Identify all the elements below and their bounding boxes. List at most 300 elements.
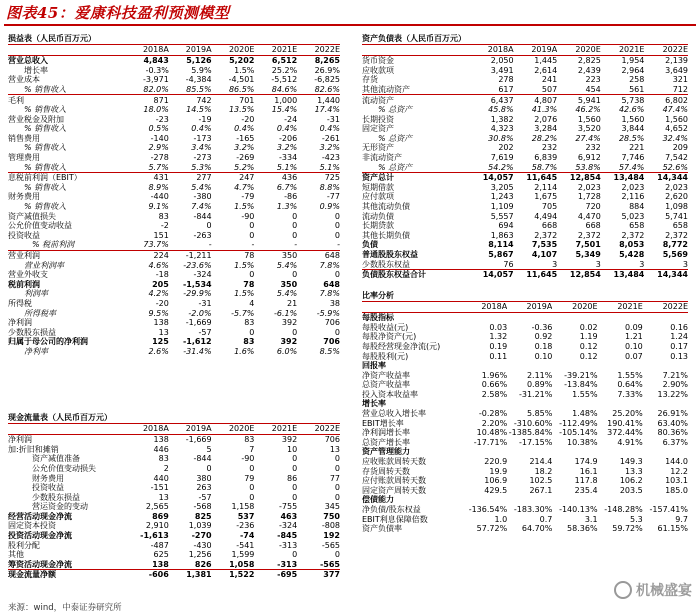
value-cell: 431	[126, 173, 169, 183]
table-row	[362, 115, 688, 125]
value-cell	[552, 495, 597, 505]
value-cell: 4.6%	[148, 260, 169, 270]
value-cell: 185.0	[665, 485, 688, 495]
value-cell: -31	[326, 114, 340, 124]
value-cell: -173	[193, 133, 212, 143]
table-row	[362, 457, 688, 467]
table-row	[362, 438, 688, 448]
value-cell: 742	[169, 95, 212, 105]
value-cell: 1,863	[490, 230, 514, 240]
header-year-cell: 2019A	[169, 424, 212, 435]
row-label-cell: 净利润增长率	[362, 428, 410, 438]
value-cell: 9.5%	[148, 308, 169, 318]
table-row	[362, 486, 688, 496]
row-label-cell: % 销售收入	[24, 182, 67, 192]
value-cell: 11,645	[514, 173, 558, 183]
value-cell	[462, 495, 507, 505]
value-cell: 3.2%	[234, 143, 255, 153]
value-cell: 1.21	[624, 332, 643, 342]
value-cell: 668	[585, 221, 601, 231]
value-cell: 5.2%	[234, 162, 255, 172]
value-cell: 53.8%	[575, 162, 601, 172]
table-row	[362, 505, 688, 515]
value-cell: 436	[254, 173, 297, 183]
value-cell: 83	[158, 454, 169, 464]
row-label-cell: 公允价值变动损失	[32, 463, 96, 473]
table-row	[8, 183, 340, 193]
value-cell: -57	[198, 327, 212, 337]
row-label-cell: 投资收益	[8, 230, 40, 240]
row-label-cell: 营业利润	[8, 250, 126, 260]
value-cell: 1.5%	[234, 202, 255, 212]
row-label-cell: 长期投资	[362, 114, 394, 124]
value-cell: 1.5%	[234, 289, 255, 299]
table-row	[8, 570, 340, 580]
value-cell: 58.7%	[531, 162, 558, 172]
value-cell: 63.40%	[657, 418, 688, 428]
table-row	[8, 328, 340, 338]
value-cell	[552, 361, 597, 371]
table-row	[362, 85, 688, 95]
value-cell: 2,372	[621, 230, 645, 240]
value-cell: -1,669	[185, 318, 212, 328]
value-cell: 77	[329, 473, 340, 483]
row-label-cell: 负债股东权益合计	[362, 270, 470, 280]
value-cell: 869	[152, 511, 169, 521]
title-rule	[4, 24, 696, 26]
value-cell: 84.6%	[271, 84, 298, 94]
value-cell: 0	[334, 463, 340, 473]
row-label-cell: 应收账款周转天数	[362, 457, 426, 467]
value-cell	[507, 399, 552, 409]
table-header-row	[362, 45, 688, 56]
table-row	[362, 524, 688, 534]
value-cell: 1,599	[231, 550, 255, 560]
value-cell: 0	[249, 327, 255, 337]
value-cell: 2,023	[621, 182, 645, 192]
row-label-cell: 加:折旧和摊销	[8, 444, 59, 454]
value-cell: -57	[198, 492, 212, 502]
value-cell: 232	[541, 143, 558, 153]
value-cell: 1,243	[490, 192, 514, 202]
value-cell: 1,445	[534, 56, 558, 66]
value-cell: -151	[150, 483, 169, 493]
watermark-text: 机械盛宴	[636, 583, 692, 599]
row-label-cell: 投入资本收益率	[362, 389, 418, 399]
value-cell: 1,522	[212, 570, 255, 580]
income-statement-table	[8, 45, 340, 356]
value-cell: 209	[672, 143, 688, 153]
value-cell	[552, 447, 597, 457]
table-row	[8, 435, 340, 445]
row-label-cell: 投资收益	[32, 483, 64, 493]
value-cell: 3.2%	[319, 143, 340, 153]
value-cell: 9.7	[675, 514, 688, 524]
value-cell: -755	[279, 502, 298, 512]
value-cell: -430	[193, 540, 212, 550]
value-cell: 5.4%	[276, 260, 298, 270]
value-cell: -263	[193, 230, 212, 240]
value-cell: 6.7%	[276, 182, 298, 192]
value-cell: -165	[236, 133, 255, 143]
value-cell: 4.7%	[234, 182, 255, 192]
value-cell: 151	[153, 230, 169, 240]
value-cell: 2,372	[577, 230, 601, 240]
header-year-cell: 2020E	[552, 302, 597, 313]
value-cell: -4,384	[185, 75, 212, 85]
header-label-cell	[8, 45, 126, 56]
value-cell: -77	[326, 192, 340, 202]
value-cell: 0	[334, 230, 340, 240]
row-label-cell: % 总资产	[378, 162, 413, 172]
header-year-cell: 2021E	[254, 424, 297, 435]
value-cell: 13,484	[601, 173, 645, 183]
value-cell: 4,494	[534, 211, 558, 221]
value-cell: -112.49%	[559, 418, 598, 428]
table-row	[362, 313, 688, 323]
value-cell: 8,114	[488, 240, 514, 250]
value-cell: -	[251, 240, 255, 250]
value-cell: 648	[323, 279, 340, 289]
value-cell: 26.9%	[314, 65, 340, 75]
value-cell: 7,619	[490, 153, 514, 163]
value-cell: 18.2	[534, 466, 553, 476]
row-label-cell: 增长率	[362, 399, 386, 409]
table-row	[362, 153, 688, 163]
value-cell: -1,534	[182, 279, 212, 289]
table-row	[8, 299, 340, 309]
value-cell: 263	[196, 483, 212, 493]
value-cell: -844	[193, 211, 212, 221]
value-cell: 0.18	[534, 341, 553, 351]
value-cell: 463	[280, 511, 298, 521]
value-cell: -2.0%	[188, 308, 212, 318]
value-cell: 13.5%	[228, 105, 255, 115]
ratio-analysis-table	[362, 302, 688, 534]
table-row	[362, 390, 688, 400]
value-cell: 3,491	[490, 65, 514, 75]
value-cell: 16.1	[579, 466, 598, 476]
value-cell: 5.3%	[191, 162, 212, 172]
value-cell: 0	[292, 230, 298, 240]
value-cell: 5	[206, 444, 212, 454]
value-cell: -310.60%	[513, 418, 553, 428]
value-cell: 1.96%	[481, 370, 508, 380]
value-cell: 14,344	[644, 270, 688, 280]
value-cell: -5.9%	[316, 308, 340, 318]
table-row	[8, 464, 340, 474]
table-row	[8, 521, 340, 531]
table-row	[362, 173, 688, 183]
table-row	[362, 75, 688, 85]
value-cell: 720	[585, 202, 601, 212]
value-cell: -23	[155, 114, 169, 124]
value-cell: -6,825	[314, 75, 340, 85]
value-cell: 1.5%	[234, 260, 255, 270]
value-cell: 1,158	[231, 502, 255, 512]
value-cell: 1,560	[621, 114, 645, 124]
value-cell: 0	[292, 492, 298, 502]
value-cell: 2,614	[534, 65, 558, 75]
value-cell: 3	[639, 259, 645, 269]
value-cell: -90	[241, 211, 255, 221]
value-cell: 83	[244, 435, 255, 445]
value-cell: 2.20%	[481, 418, 508, 428]
value-cell: 3,649	[665, 65, 688, 75]
row-label-cell: 资产减值损失	[8, 211, 56, 221]
table-row	[362, 183, 688, 193]
table-row	[362, 105, 688, 115]
value-cell: 5,023	[621, 211, 645, 221]
table-row	[362, 221, 688, 231]
value-cell: -565	[321, 540, 340, 550]
value-cell: 0.11	[489, 351, 508, 361]
value-cell: 1,039	[188, 521, 212, 531]
value-cell	[643, 399, 688, 409]
table-row	[362, 143, 688, 153]
value-cell: 0	[334, 454, 340, 464]
value-cell: 0	[292, 270, 298, 280]
header-year-cell: 2019A	[507, 302, 552, 313]
table-row	[8, 280, 340, 290]
value-cell	[643, 361, 688, 371]
cashflow-statement-heading: 现金流量表（人民币百万元）	[8, 412, 340, 424]
value-cell: 0	[292, 211, 298, 221]
table-row	[8, 473, 340, 483]
table-row	[362, 419, 688, 429]
value-cell: 0.7	[539, 514, 553, 524]
value-cell: 1,000	[254, 95, 297, 105]
value-cell: 202	[498, 143, 514, 153]
value-cell: 750	[323, 511, 340, 521]
table-header-row	[362, 302, 688, 313]
row-label-cell: 固定资产	[362, 124, 394, 134]
value-cell: 125	[152, 337, 169, 347]
table-row	[362, 323, 688, 333]
row-label-cell: 固定资产周转天数	[362, 485, 426, 495]
table-row	[362, 467, 688, 477]
value-cell: -29.9%	[183, 289, 212, 299]
value-cell: 507	[541, 84, 558, 94]
value-cell: 0	[292, 221, 298, 231]
value-cell: 5,557	[490, 211, 514, 221]
value-cell: 2,439	[577, 65, 601, 75]
value-cell: 380	[196, 473, 212, 483]
value-cell	[552, 313, 597, 323]
value-cell: 12,854	[557, 173, 601, 183]
value-cell: 0	[334, 492, 340, 502]
value-cell: 617	[498, 84, 514, 94]
value-cell: 83	[243, 337, 255, 347]
table-row	[8, 192, 340, 202]
row-label-cell: 净负债/股东权益	[362, 505, 421, 515]
wechat-logo-icon	[614, 581, 632, 599]
value-cell: 0.12	[579, 341, 598, 351]
value-cell: 0.09	[624, 322, 643, 332]
value-cell: 6.37%	[662, 437, 688, 447]
value-cell: -183.30%	[513, 505, 553, 515]
row-label-cell: 所得税	[8, 298, 32, 308]
table-row	[362, 447, 688, 457]
value-cell: -23.6%	[183, 260, 212, 270]
table-row	[362, 270, 688, 280]
value-cell: 537	[237, 511, 255, 521]
value-cell: -6.1%	[273, 308, 298, 318]
balance-sheet-heading: 资产负债表（人民币百万元）	[362, 33, 688, 45]
row-label-cell: 应付账款周转天数	[362, 476, 426, 486]
value-cell	[643, 495, 688, 505]
table-row	[362, 428, 688, 438]
header-year-cell: 2021E	[598, 302, 643, 313]
value-cell: 2,372	[534, 230, 558, 240]
row-label-cell: 利润率	[24, 289, 48, 299]
value-cell: 57.72%	[476, 524, 508, 534]
value-cell: 1.48%	[572, 409, 598, 419]
table-row	[362, 495, 688, 505]
value-cell: 0	[249, 463, 255, 473]
value-cell: -0.28%	[478, 409, 508, 419]
value-cell: -	[208, 240, 212, 250]
value-cell: -206	[279, 133, 298, 143]
header-year-cell: 2022E	[643, 302, 688, 313]
value-cell: 350	[280, 279, 298, 289]
table-row	[8, 85, 340, 95]
value-cell: 1,058	[229, 559, 255, 569]
value-cell	[598, 447, 643, 457]
value-cell: 277	[169, 173, 212, 183]
row-label-cell: 每股经营现金净流(元)	[362, 341, 441, 351]
table-row	[8, 202, 340, 212]
value-cell: 21	[287, 298, 298, 308]
value-cell: -17.15%	[518, 437, 553, 447]
row-label-cell: 营运资金的变动	[32, 502, 88, 512]
value-cell: 86	[287, 473, 298, 483]
value-cell: 2,620	[665, 192, 688, 202]
table-row	[8, 493, 340, 503]
value-cell: 668	[541, 221, 558, 231]
row-label-cell: 每股收益(元)	[362, 322, 409, 332]
row-label-cell: 现金流量净额	[8, 570, 126, 580]
value-cell: 377	[297, 570, 340, 580]
value-cell: -568	[193, 502, 212, 512]
row-label-cell: EBIT利息保障倍数	[362, 514, 428, 524]
value-cell: 42.6%	[618, 105, 645, 115]
row-label-cell: 资产管理能力	[362, 447, 410, 457]
value-cell: 32.4%	[662, 133, 688, 143]
row-label-cell: 其他流动负债	[362, 202, 410, 212]
value-cell: 5,741	[665, 211, 688, 221]
value-cell: 6,437	[470, 95, 514, 105]
value-cell: 12.2	[670, 466, 688, 476]
value-cell: 1.24	[670, 332, 688, 342]
value-cell: 221	[629, 143, 645, 153]
value-cell: 13,484	[601, 270, 645, 280]
value-cell	[598, 361, 643, 371]
value-cell: 38	[329, 298, 340, 308]
value-cell: -1,613	[140, 531, 169, 541]
value-cell: 0	[334, 327, 340, 337]
value-cell: 1.3%	[276, 202, 298, 212]
value-cell: -334	[279, 153, 298, 163]
value-cell: 45.8%	[488, 105, 514, 115]
value-cell	[507, 361, 552, 371]
header-year-cell: 2021E	[254, 45, 297, 56]
value-cell	[462, 313, 507, 323]
value-cell: 27.4%	[575, 133, 601, 143]
value-cell: 1.55%	[617, 370, 643, 380]
value-cell: 73.7%	[143, 240, 169, 250]
value-cell: 5.4%	[191, 182, 212, 192]
value-cell: 0.89%	[526, 380, 553, 390]
value-cell: 701	[212, 95, 255, 105]
value-cell: 454	[585, 84, 601, 94]
value-cell: 25.2%	[271, 65, 298, 75]
value-cell	[507, 313, 552, 323]
balance-sheet-panel	[362, 33, 688, 280]
value-cell: 214.4	[529, 457, 553, 467]
row-label-cell: 投资活动现金净流	[8, 531, 72, 541]
header-year-cell: 2019A	[514, 45, 558, 56]
value-cell: 78	[243, 279, 255, 289]
value-cell: 0.64%	[617, 380, 643, 390]
table-row	[8, 308, 340, 318]
value-cell: 241	[541, 75, 558, 85]
value-cell: -4,501	[228, 75, 255, 85]
row-label-cell: 销售费用	[8, 133, 40, 143]
row-label-cell: % 销售收入	[24, 202, 67, 212]
value-cell: 706	[324, 435, 340, 445]
value-cell: 5,126	[186, 56, 212, 66]
value-cell: 1.5%	[234, 65, 255, 75]
value-cell: -31.21%	[518, 389, 553, 399]
value-cell: -278	[150, 153, 169, 163]
table-row	[8, 95, 340, 105]
value-cell: 4.2%	[148, 289, 169, 299]
value-cell: 3.2%	[276, 143, 298, 153]
table-row	[362, 351, 688, 361]
table-row	[8, 250, 340, 260]
value-cell: 6,839	[534, 153, 558, 163]
value-cell: 706	[324, 318, 340, 328]
income-statement-panel	[8, 33, 340, 356]
watermark	[614, 580, 692, 600]
value-cell: 7.4%	[191, 202, 212, 212]
table-row	[362, 240, 688, 250]
value-cell	[598, 399, 643, 409]
value-cell: -31	[198, 298, 212, 308]
cashflow-statement-panel	[8, 412, 340, 580]
row-label-cell: 营业总收入增长率	[362, 409, 426, 419]
value-cell: -31.4%	[183, 346, 212, 356]
value-cell: 1.55%	[572, 389, 598, 399]
value-cell: 17.4%	[314, 105, 340, 115]
row-label-cell: 其他	[8, 550, 24, 560]
row-label-cell: 增长率	[24, 65, 48, 75]
value-cell: 7.8%	[319, 260, 340, 270]
value-cell: 1,382	[490, 114, 514, 124]
value-cell: 12,854	[557, 270, 601, 280]
value-cell: 0	[249, 230, 255, 240]
value-cell: 725	[297, 173, 340, 183]
value-cell: 18.0%	[143, 105, 169, 115]
table-row	[362, 371, 688, 381]
header-year-cell: 2020E	[212, 45, 255, 56]
table-row	[362, 192, 688, 202]
value-cell: 52.6%	[662, 162, 688, 172]
row-label-cell: 净利润	[8, 318, 32, 328]
value-cell: 138	[152, 559, 169, 569]
value-cell: 83	[244, 318, 255, 328]
